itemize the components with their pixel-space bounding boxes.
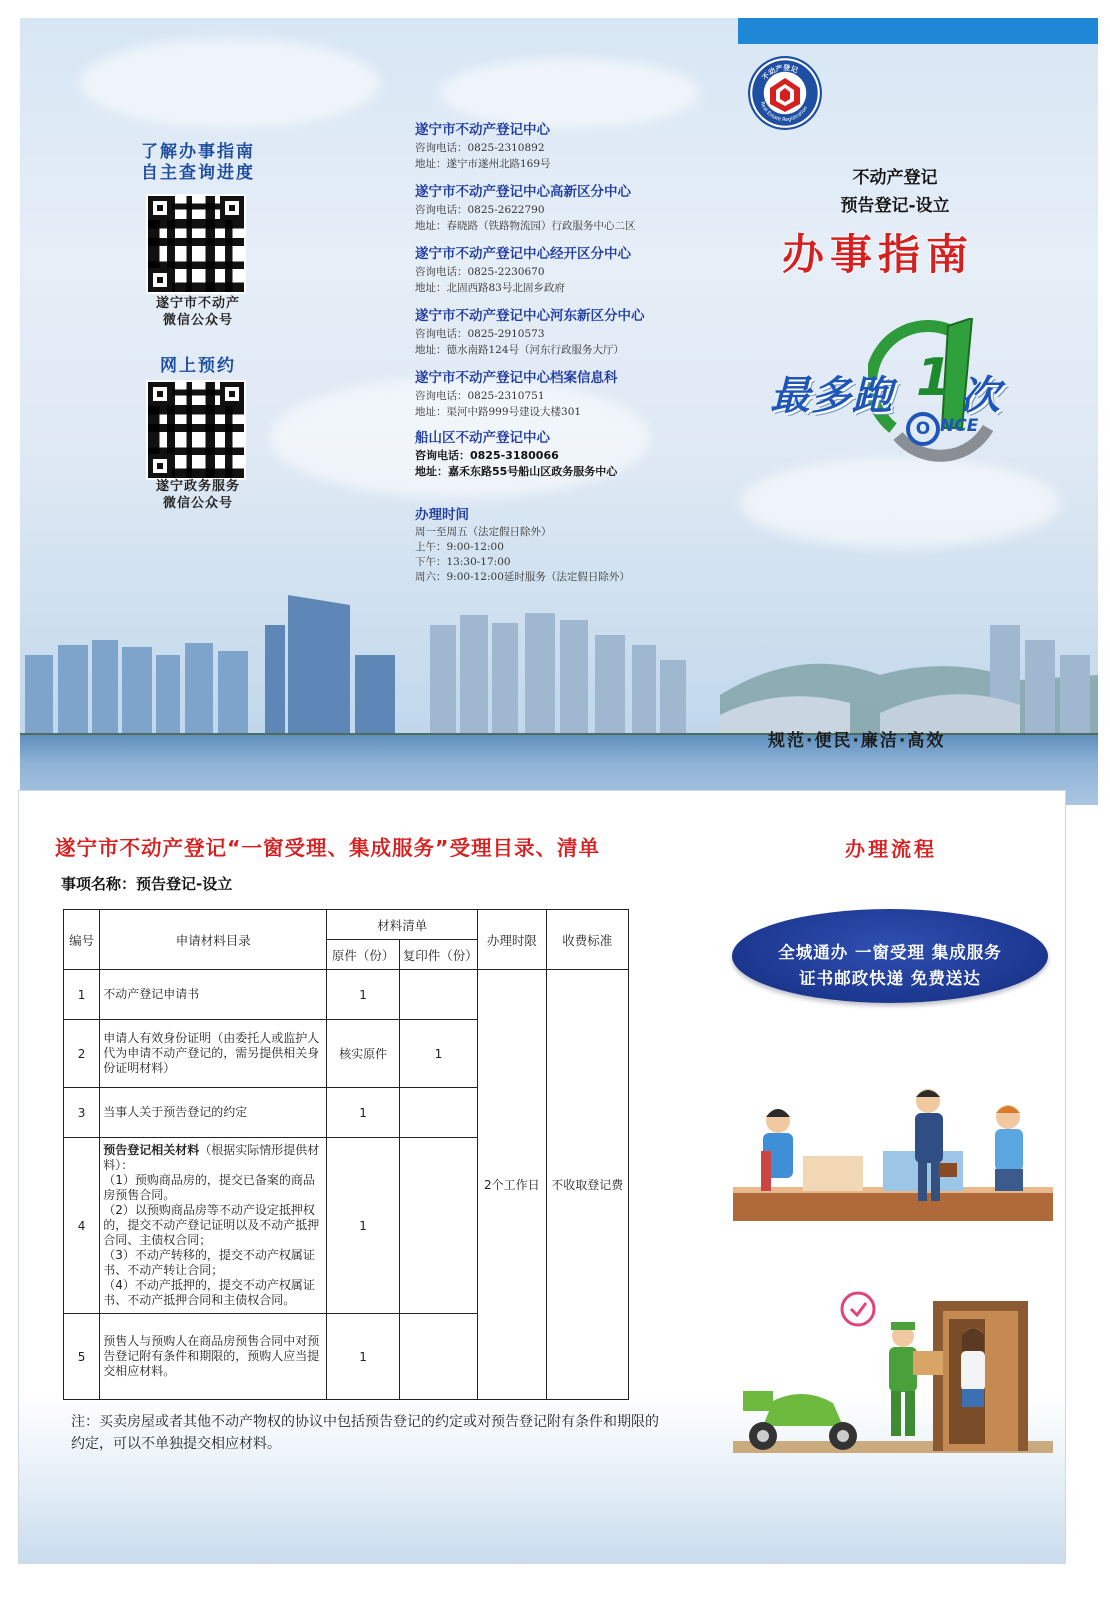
row-material-suffix: （根据实际情形提供材料）：: [103, 1143, 320, 1172]
header-fee: 收费标准: [546, 910, 628, 970]
cloud-decoration: [80, 38, 380, 128]
subtitle-line2: 预告登记-设立: [840, 196, 950, 216]
office-name: 船山区不动产登记中心: [415, 430, 550, 446]
row-material: 申请人有效身份证明（由委托人或监护人代为申请不动产登记的，需另提供相关身份证明材料）: [100, 1020, 327, 1088]
header-material: 申请材料目录: [100, 910, 327, 970]
office-block: [415, 307, 755, 358]
row-copy: [399, 1138, 477, 1314]
wechat-qr-code[interactable]: [146, 194, 246, 294]
header-copy: 复印件（份）: [399, 940, 477, 970]
qr2-caption-line2: 微信公众号: [162, 496, 233, 511]
qr-finder: [148, 196, 172, 220]
row-material: 当事人关于预告登记的约定: [100, 1088, 327, 1138]
list-title: 遂宁市不动产登记“一窗受理、集成服务”受理目录、清单: [55, 836, 600, 860]
office-hours: [415, 506, 735, 585]
qr1-caption-line1: 遂宁市不动产: [155, 296, 240, 311]
cloud-decoration: [740, 458, 1060, 548]
row-original: 1: [327, 970, 399, 1020]
qr2-caption-line1: 遂宁政务服务: [155, 479, 240, 494]
hours-line: 周六：9:00-12:00延时服务（法定假日除外）: [415, 571, 630, 583]
office-name: 遂宁市不动产登记中心: [415, 122, 550, 138]
materials-table: [63, 909, 629, 1400]
row-original: 1: [327, 1314, 399, 1400]
office-phone: 咨询电话：0825-2910573: [415, 328, 545, 340]
hours-line: 周一至周五（法定假日除外）: [415, 526, 552, 538]
qr1-caption: [128, 295, 268, 329]
row-copy: 1: [399, 1020, 477, 1088]
row-sub-item: （1）预购商品房的，提交已备案的商品房预售合同。: [103, 1173, 315, 1202]
qr-finder: [220, 196, 244, 220]
qr1-caption-line2: 微信公众号: [162, 313, 233, 328]
office-phone: 咨询电话：0825-2230670: [415, 266, 545, 278]
row-copy: [399, 1088, 477, 1138]
online-booking-title: 网上预约: [160, 356, 236, 376]
once-o-badge: O: [906, 412, 940, 446]
office-address: 地址：德水南路124号（河东行政服务大厅）: [415, 344, 625, 356]
office-name: 遂宁市不动产登记中心高新区分中心: [415, 184, 631, 200]
cover-subtitle: [820, 164, 970, 220]
office-address: 地址：北固西路83号北固乡政府: [415, 282, 565, 294]
cloud-decoration: [440, 58, 700, 128]
office-block: [415, 245, 755, 296]
gov-service-qr-code[interactable]: [146, 380, 246, 480]
office-block: [415, 429, 755, 480]
logo-mark: [748, 56, 822, 130]
row-no: 1: [64, 970, 100, 1020]
qr-finder: [148, 382, 172, 406]
row-material: [100, 1138, 327, 1314]
office-block: [415, 183, 755, 234]
qr-section-title: [128, 142, 268, 184]
row-copy: [399, 1314, 477, 1400]
logo-text-en: Real Estate Registration: [758, 100, 810, 124]
office-address: 地址：遂宁市遂州北路169号: [415, 158, 551, 170]
service-counter-illustration: [733, 1081, 1053, 1231]
qr-title-line1: 了解办事指南: [141, 142, 255, 162]
row-no: 5: [64, 1314, 100, 1400]
logo-text: 不动产登记: [760, 63, 799, 82]
row-sub-item: （4）不动产抵押的，提交不动产权属证书、不动产抵押合同和主债权合同。: [103, 1278, 315, 1307]
delivery-illustration: [733, 1291, 1053, 1466]
once-slogan-b: 次: [960, 373, 1001, 419]
city-skyline-image: [20, 585, 1098, 745]
office-block: [415, 121, 755, 172]
row-sub-item: （3）不动产转移的，提交不动产权属证书、不动产转让合同；: [103, 1248, 315, 1277]
once-slogan-a: 最多跑: [770, 373, 893, 419]
office-name: 遂宁市不动产登记中心档案信息科: [415, 370, 618, 386]
oval-line1: 全城通办 一窗受理 集成服务: [778, 943, 1002, 962]
item-name: 事项名称：预告登记-设立: [61, 875, 233, 893]
office-phone: 咨询电话：0825-3180066: [415, 449, 559, 462]
row-material: 预售人与预购人在商品房预售合同中对预告登记附有条件和期限的，预购人应当提交相应材料。: [100, 1314, 327, 1400]
flow-title: 办理流程: [845, 837, 937, 861]
blue-corner-top: [738, 18, 1098, 44]
qr-title-line2: 自主查询进度: [141, 163, 255, 183]
row-material-bold: 预告登记相关材料: [103, 1143, 200, 1157]
note-label: 注：: [71, 1414, 99, 1430]
table-note: [71, 1411, 671, 1455]
service-oval-badge: [732, 909, 1048, 1003]
row-no: 3: [64, 1088, 100, 1138]
time-limit: 2个工作日: [478, 970, 546, 1400]
office-name: 遂宁市不动产登记中心经开区分中心: [415, 246, 631, 262]
hours-line: 下午：13:30-17:00: [415, 556, 511, 568]
real-estate-logo-icon: [748, 56, 822, 130]
once-digit: 1: [916, 348, 953, 408]
row-no: 2: [64, 1020, 100, 1088]
office-address: 地址：嘉禾东路55号船山区政务服务中心: [415, 465, 618, 478]
qr-finder: [220, 382, 244, 406]
table-row: [64, 970, 629, 1020]
row-original: 核实原件: [327, 1020, 399, 1088]
row-copy: [399, 970, 477, 1020]
office-address: 地址：渠河中路999号建设大楼301: [415, 406, 582, 418]
header-list: 材料清单: [327, 910, 478, 940]
office-block: [415, 369, 755, 420]
fee-standard: 不收取登记费: [546, 970, 628, 1400]
header-no: 编号: [64, 910, 100, 970]
oval-line2: 证书邮政快递 免费送达: [799, 969, 981, 988]
row-sub-item: （2）以预购商品房等不动产设定抵押权的，提交不动产登记证明以及不动产抵押合同、主债权合同；: [103, 1203, 320, 1247]
office-address: 地址：春晓路（铁路物流园）行政服务中心二区: [415, 220, 636, 232]
cover-slogan: 规范·便民·廉洁·高效: [768, 731, 946, 751]
subtitle-line1: 不动产登记: [852, 168, 938, 188]
office-phone: 咨询电话：0825-2310751: [415, 390, 545, 402]
hours-title: 办理时间: [415, 507, 469, 523]
qr-finder: [148, 268, 172, 292]
cover-main-title: 办事指南: [782, 230, 975, 279]
header-original: 原件（份）: [327, 940, 399, 970]
row-original: 1: [327, 1138, 399, 1314]
office-name: 遂宁市不动产登记中心河东新区分中心: [415, 308, 645, 324]
qr-finder: [148, 454, 172, 478]
once-en-text: NCE: [940, 416, 979, 436]
header-time: 办理时限: [478, 910, 546, 970]
row-no: 4: [64, 1138, 100, 1314]
note-text: 买卖房屋或者其他不动产物权的协议中包括预告登记的约定或对预告登记附有条件和期限的约定，可以不单独提交相应材料。: [71, 1414, 659, 1452]
row-material: 不动产登记申请书: [100, 970, 327, 1020]
office-phone: 咨询电话：0825-2310892: [415, 142, 545, 154]
hours-line: 上午：9:00-12:00: [415, 541, 504, 553]
cover-panel: [20, 18, 1098, 805]
row-original: 1: [327, 1088, 399, 1138]
qr2-caption: [128, 478, 268, 512]
office-phone: 咨询电话：0825-2622790: [415, 204, 545, 216]
inner-panel: [18, 790, 1066, 1564]
